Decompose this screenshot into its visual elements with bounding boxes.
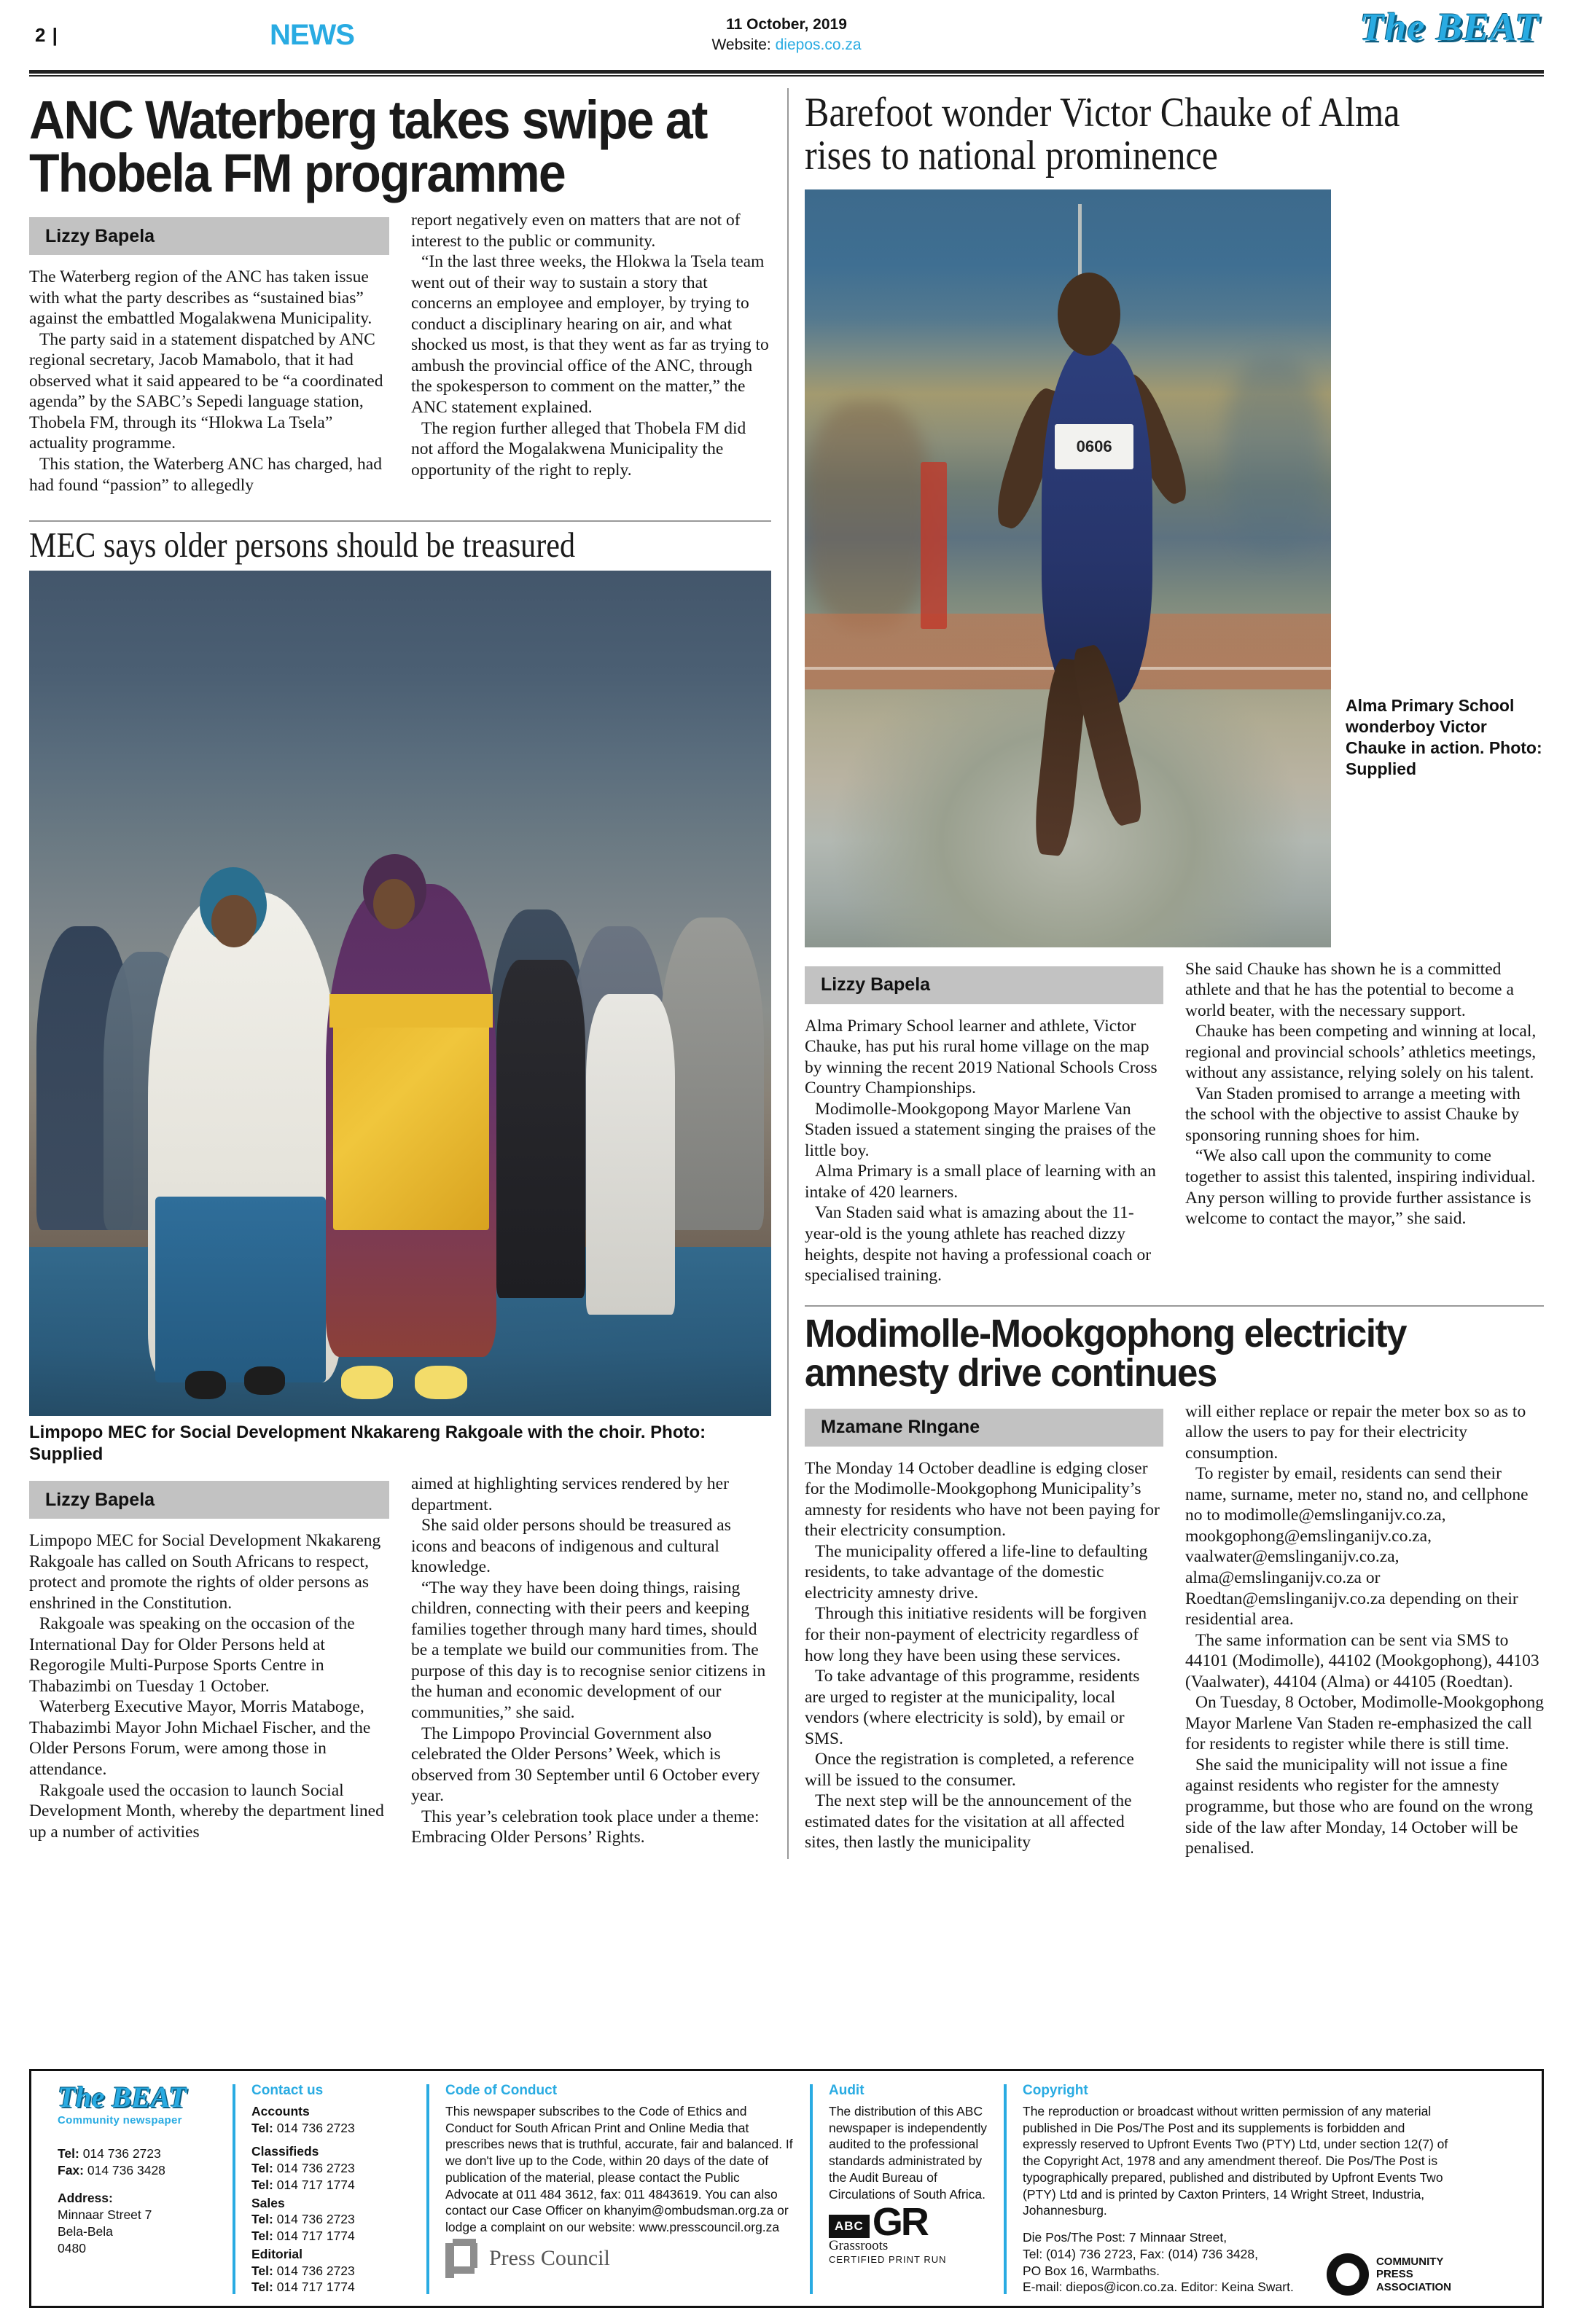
amnesty-col1-text <box>805 1458 1163 1853</box>
contact-classifieds <box>251 2143 410 2193</box>
tel-label: Tel: <box>251 2263 273 2278</box>
certified-print-run-label: CERTIFIED PRINT RUN <box>829 2254 947 2266</box>
cpa-label <box>1376 2255 1451 2293</box>
chauke-photo-caption: Alma Primary School wonderboy Victor Chauke in action. Photo: Supplied <box>1346 695 1542 778</box>
footer-divider-4 <box>1004 2084 1007 2294</box>
tel-value: 014 736 2723 <box>276 2212 355 2227</box>
code-of-conduct-text: This newspaper subscribes to the Code of Ethics and Conduct for South African Print and Online Media that prescribes news that is truthful, accurate, fair and balanced. If we don't live up to the Code, within 20 days of the date of publication of the material, please contact the Public Advocate at 011 484 3612, fax: 011 4843619. You can also contact our Case Officer on khanyim@ombudsman.org.za or lodge a complaint on our website: www.presscouncil.org.za <box>445 2103 793 2234</box>
abc-grassroots-logo <box>829 2200 988 2245</box>
address-line-2: Bela-Bela <box>58 2223 113 2239</box>
mec-choir-photo <box>29 571 771 1416</box>
article-victor-chauke <box>805 91 1544 1286</box>
tel-label: Tel: <box>251 2120 273 2135</box>
imprint-line-3: PO Box 16, Warmbaths. <box>1023 2263 1160 2278</box>
paragraph: Van Staden said what is amazing about the 11-year-old is the young athlete has reached dizzy heights, despite not having a professional coach or specialised training. <box>805 1203 1152 1286</box>
tel-value: 014 717 1774 <box>276 2229 355 2243</box>
amnesty-top-rule <box>805 1305 1544 1307</box>
page-number: 2 | <box>35 23 58 46</box>
left-half-column <box>29 88 787 1859</box>
page-masthead <box>29 0 1544 70</box>
cpa-line-1: COMMUNITY <box>1375 2255 1444 2269</box>
imprint-block <box>1023 2229 1294 2296</box>
press-council-label: Press Council <box>489 2246 610 2271</box>
paragraph: Van Staden promised to arrange a meeting with the school with the objective to assist Chauke by sponsoring running shoes for him. <box>1185 1084 1521 1145</box>
imprint-line-2: Tel: (014) 736 2723, Fax: (014) 736 3428, <box>1023 2246 1258 2261</box>
chauke-col1-text <box>805 1016 1163 1286</box>
anc-body-columns <box>29 210 771 496</box>
footer-copyright <box>1011 2083 1463 2296</box>
footer-contact-us <box>240 2083 422 2296</box>
paragraph: The municipality offered a life-line to defaulting residents, to take advantage of the domestic electricity amnesty drive. <box>805 1541 1148 1603</box>
address-label: Address: <box>58 2191 113 2206</box>
audit-heading: Audit <box>829 2082 864 2098</box>
paragraph: She said older persons should be treasured as icons and beacons of indigenous and cultural knowledge. <box>411 1516 731 1577</box>
chauke-col-2 <box>1185 959 1544 1286</box>
paragraph: This year’s celebration took place under a theme: Embracing Older Persons’ Rights. <box>411 1807 760 1847</box>
footer-divider-1 <box>233 2084 235 2294</box>
amnesty-col2-text <box>1185 1401 1544 1859</box>
chauke-body-columns <box>805 959 1544 1286</box>
paragraph: She said the municipality will not issue a fine against residents who register for the amnesty programme, but those who are found on the wrong side of the law after Monday, 14 October will be penalised. <box>1185 1755 1534 1858</box>
date-block <box>711 15 861 55</box>
tel-label: Tel: <box>251 2229 273 2243</box>
chauke-running-photo <box>805 189 1331 947</box>
abc-badge: ABC <box>829 2215 870 2238</box>
footer-logo: The BEAT <box>58 2080 187 2113</box>
page-body <box>29 88 1544 1859</box>
paragraph: The Limpopo Provincial Government also celebrated the Older Persons’ Week, which is observed from 30 September until 6 October every year. <box>411 1724 760 1806</box>
paragraph: She said Chauke has shown he is a committed athlete and that he has the potential to become a world beater, with the necessary support. <box>1185 959 1514 1020</box>
right-half-column <box>789 88 1544 1859</box>
article-electricity-amnesty <box>805 1305 1544 1859</box>
amnesty-body-columns <box>805 1401 1544 1859</box>
anc-col2-text <box>411 210 771 480</box>
copyright-heading: Copyright <box>1023 2082 1088 2098</box>
imprint-line-1: Die Pos/The Post: 7 Minnaar Street, <box>1023 2230 1227 2245</box>
chauke-col-1 <box>805 959 1163 1286</box>
tel-label: Tel: <box>251 2161 273 2175</box>
cpa-line-3: ASSOCIATION <box>1375 2280 1451 2293</box>
paragraph: Rakgoale was speaking on the occasion of the International Day for Older Persons held at Regorogile Multi-Purpose Sports Centre in Thabazimbi on Tuesday 1 October. <box>29 1614 355 1696</box>
cpa-line-2: PRESS <box>1375 2268 1413 2281</box>
paragraph: To take advantage of this programme, residents are urged to register at the municipality, local vendors (where electricity is sold), by email or SMS. <box>805 1667 1140 1748</box>
paragraph: The party said in a statement dispatched by ANC regional secretary, Jacob Mamabolo, that it had observed what it said appeared to be “a coordinated agenda” by the SABC’s Sepedi language station, Thobela FM, through its “Hlokwa La Tsela” actuality programme. <box>29 329 383 453</box>
audit-text: The distribution of this ABC newspaper is independently audited to the professional standards administrated by the Audit Bureau of Circulations of South Africa. <box>829 2103 987 2202</box>
publication-date: 11 October, 2019 <box>726 16 847 34</box>
imprint-line-4: E-mail: diepos@icon.co.za. Editor: Keina Swart. <box>1023 2280 1294 2295</box>
website-label: Website: <box>711 36 771 53</box>
contact-accounts <box>251 2103 410 2137</box>
section-label: NEWS <box>269 18 354 51</box>
website-line <box>711 35 861 55</box>
mec-top-rule <box>29 520 771 522</box>
chauke-byline: Lizzy Bapela <box>805 966 1163 1004</box>
paragraph: Alma Primary is a small place of learning with an intake of 420 learners. <box>805 1162 1156 1202</box>
mec-col1-text <box>29 1530 389 1842</box>
mec-body-columns <box>29 1474 771 1848</box>
tel-value: 014 736 2723 <box>276 2263 355 2278</box>
tel-value: 014 717 1774 <box>276 2280 355 2295</box>
brand-logo-top: The BEAT <box>1359 5 1539 49</box>
paragraph: The Waterberg region of the ANC has taken issue with what the party describes as “sustained bias” against the embattled Mogalakwena Municipality. <box>29 267 372 329</box>
anc-col-2 <box>411 210 771 496</box>
paragraph: Rakgoale used the occasion to launch Social Development Month, whereby the department lined up a number of activities <box>29 1780 384 1842</box>
press-council-logo <box>445 2239 794 2280</box>
footer-audit <box>817 2083 999 2296</box>
anc-col1-text <box>29 267 389 496</box>
contact-us-heading: Contact us <box>251 2082 324 2098</box>
article-mec-older-persons <box>29 520 771 1848</box>
mec-col2-text <box>411 1474 771 1848</box>
footer-phone-block <box>58 2145 216 2179</box>
group-label: Sales <box>251 2195 285 2210</box>
paragraph: Through this initiative residents will be forgiven for their non-payment of electricity regardless of how long they have been using these services. <box>805 1604 1147 1665</box>
amnesty-col-2 <box>1185 1401 1544 1859</box>
page-footer <box>29 2069 1544 2308</box>
paragraph: The same information can be sent via SMS to 44101 (Modimolle), 44102 (Mookgophong), 44103 (Vaalwater), 44104 (Alma) or 44105 (Roedtan). <box>1185 1630 1539 1691</box>
mec-col-2 <box>411 1474 771 1848</box>
cpa-circle-icon <box>1327 2253 1369 2296</box>
paragraph: Alma Primary School learner and athlete, Victor Chauke, has put his rural home village on the map by winning the recent 2019 National Schools Cross Country Championships. <box>805 1016 1158 1098</box>
anc-byline: Lizzy Bapela <box>29 217 389 255</box>
address-line-1: Minnaar Street 7 <box>58 2207 152 2222</box>
footer-divider-2 <box>426 2084 429 2294</box>
paragraph: report negatively even on matters that are not of interest to the public or community. <box>411 211 741 251</box>
paragraph: Waterberg Executive Mayor, Morris Mataboge, Thabazimbi Mayor John Michael Fischer, and the Older Persons Forum, were among those in attendance. <box>29 1697 371 1780</box>
tel-value: 014 736 2723 <box>276 2120 355 2135</box>
press-council-icon <box>445 2239 483 2280</box>
amnesty-col-1 <box>805 1401 1163 1859</box>
footer-box <box>29 2069 1544 2308</box>
community-press-association-logo <box>1327 2253 1451 2296</box>
code-of-conduct-heading: Code of Conduct <box>445 2082 558 2098</box>
tel-label: Tel: <box>251 2177 273 2192</box>
mec-byline: Lizzy Bapela <box>29 1481 389 1519</box>
amnesty-byline: Mzamane RIngane <box>805 1409 1163 1447</box>
article-anc-waterberg <box>29 90 771 496</box>
group-label: Editorial <box>251 2246 303 2261</box>
amnesty-headline: Modimolle-Mookgophong electricity amnesty drive continues <box>805 1311 1407 1395</box>
paragraph: Modimolle-Mookgopong Mayor Marlene Van Staden issued a statement singing the praises of the little boy. <box>805 1099 1156 1160</box>
paragraph: “We also call upon the community to come together to assist this talented, inspiring individual. Any person willing to provide further assistance is welcome to contact the mayor,” she said. <box>1185 1146 1536 1229</box>
footer-address-block <box>58 2190 216 2256</box>
race-bib-number: 0606 <box>1055 424 1133 469</box>
chauke-col2-text <box>1185 959 1544 1229</box>
paragraph: The Monday 14 October deadline is edging closer for the Modimolle-Mookgophong Municipality’s amnesty for residents who have not been paying for their electricity consumption. <box>805 1458 1160 1541</box>
fax-label: Fax: <box>58 2162 84 2178</box>
mec-col-1 <box>29 1474 389 1848</box>
paragraph: The next step will be the announcement of the estimated dates for the visitation at all affected sites, then lastly the municipality <box>805 1791 1132 1852</box>
paragraph: Chauke has been competing and winning at local, regional and provincial schools’ athletics meetings, without any assistance, relying solely on his talent. <box>1185 1022 1537 1083</box>
gr-monogram: GR <box>872 2200 927 2245</box>
masthead-rule-thin <box>29 75 1544 77</box>
anc-headline: ANC Waterberg takes swipe at Thobela FM programme <box>29 90 707 203</box>
tel-label: Tel: <box>251 2212 273 2227</box>
footer-logo-subtitle: Community newspaper <box>58 2113 182 2127</box>
paragraph: “In the last three weeks, the Hlokwa la Tsela team went out of their way to sustain a story that concerns an employee and employer, by trying to conduct a disciplinary hearing on air, and what shocked us most, is that they went as far as trying to ambush the provincial office of the ANC, through the spokesperson to comment on the matter,” the ANC statement explained. <box>411 252 769 417</box>
footer-identity <box>46 2080 228 2296</box>
tel-value: 014 736 2723 <box>276 2161 355 2175</box>
grassroots-label: Grassroots <box>829 2238 889 2254</box>
paragraph: Once the registration is completed, a reference will be issued to the consumer. <box>805 1750 1134 1790</box>
paragraph: This station, the Waterberg ANC has charged, had had found “passion” to allegedly <box>29 454 382 495</box>
contact-sales <box>251 2195 410 2245</box>
paragraph: will either replace or repair the meter box so as to allow the users to pay for their electricity consumption. <box>1185 1401 1526 1463</box>
mec-headline: MEC says older persons should be treasured <box>29 525 576 566</box>
fax-value: 014 736 3428 <box>87 2162 165 2178</box>
footer-divider-3 <box>810 2084 813 2294</box>
paragraph: “The way they have been doing things, raising children, connecting with their peers and keeping families together through many hard times, should be a template we build our communities from. The purpose of this day is to recognise senior citizens in the human and economic development of our communities,” she said. <box>411 1578 766 1723</box>
tel-label: Tel: <box>251 2280 273 2295</box>
copyright-text: The reproduction or broadcast without written permission of any material published in Die Pos/The Post and its supplements is forbidden and expressly reserved to Upfront Events Two (PTY) Ltd, under section 12(7) of the Copyright Act, 1978 and any amendment thereof. Die Pos/The Post is typographically prepared, published and distributed by Upfront Events Two (PTY) Ltd and is printed by Caxton Printers, 14 Wright Street, Industria, Johannesburg. <box>1023 2103 1448 2218</box>
paragraph: On Tuesday, 8 October, Modimolle-Mookgophong Mayor Marlene Van Staden re-emphasized the call for residents to register while there is still time. <box>1185 1693 1544 1754</box>
chauke-headline: Barefoot wonder Victor Chauke of Alma rises to national prominence <box>805 90 1400 179</box>
group-label: Classifieds <box>251 2144 319 2159</box>
website-link[interactable]: diepos.co.za <box>775 36 862 53</box>
anc-col-1 <box>29 210 389 496</box>
group-label: Accounts <box>251 2103 310 2118</box>
masthead-rule-thick <box>29 70 1544 74</box>
page-columns <box>29 88 1544 1859</box>
chauke-photo-row <box>805 189 1544 947</box>
footer-code-of-conduct <box>434 2083 805 2296</box>
tel-value: 014 736 2723 <box>82 2145 161 2161</box>
tel-value: 014 717 1774 <box>276 2177 355 2192</box>
paragraph: The region further alleged that Thobela FM did not afford the Mogalakwena Municipality the opportunity of the right to reply. <box>411 418 746 480</box>
paragraph: Limpopo MEC for Social Development Nkakareng Rakgoale has called on South Africans to respect, protect and promote the rights of older persons as enshrined in the Constitution. <box>29 1531 381 1613</box>
mec-photo-caption: Limpopo MEC for Social Development Nkakareng Rakgoale with the choir. Photo: Supplied <box>29 1423 706 1464</box>
tel-label: Tel: <box>58 2145 79 2161</box>
address-line-3: 0480 <box>58 2240 86 2255</box>
paragraph: aimed at highlighting services rendered by her department. <box>411 1474 729 1514</box>
contact-editorial <box>251 2246 410 2296</box>
paragraph: To register by email, residents can send their name, surname, meter no, stand no, and cellphone no to modimolle@emslinganijv.co.za, mookgophong@emslinganijv.co.za, vaalwater@emslinganijv.co.za, alma@emslinganijv.co.za or Roedtan@emslinganijv.co.za depending on their residential area. <box>1185 1464 1529 1629</box>
